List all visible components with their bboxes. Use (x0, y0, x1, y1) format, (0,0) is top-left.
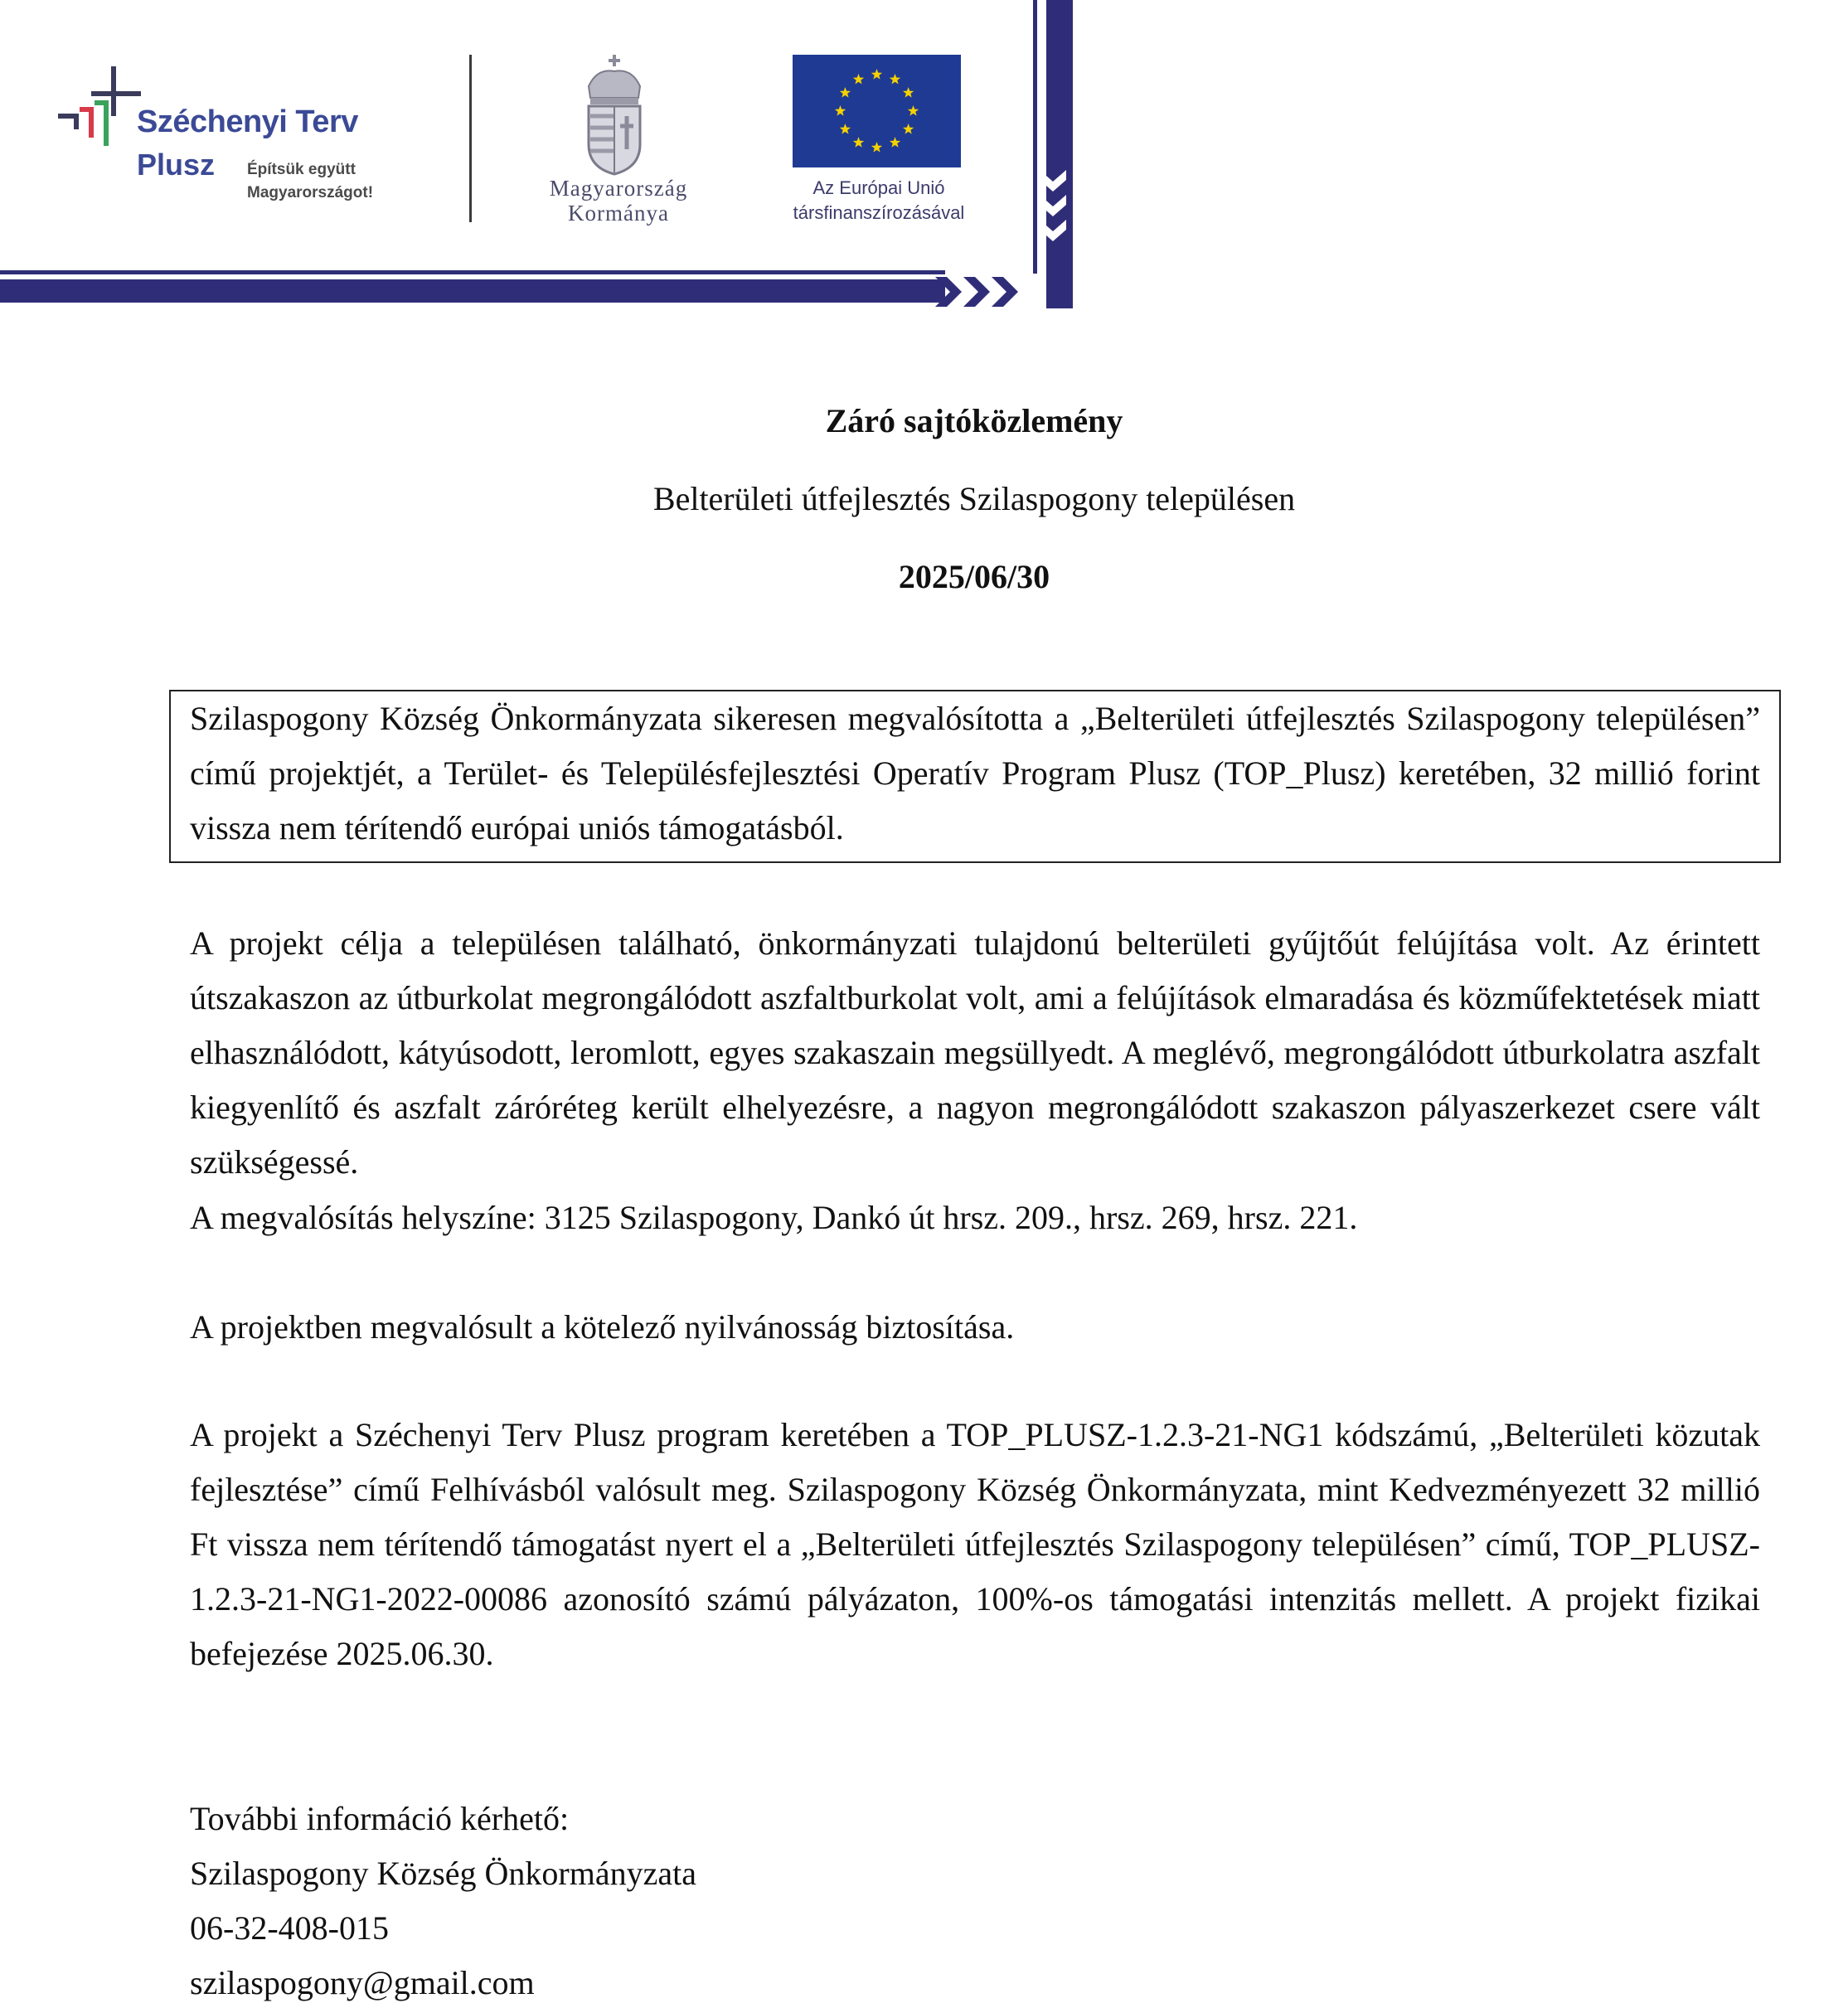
summary-text: Szilaspogony Község Önkormányzata sikeresen megvalósította a „Belterületi útfejlesztés Szilaspogony településen” című projektjét, a Terület- és Településfejlesztési Operatív Program Plusz (TOP_Plusz) keretében, 32 millió forint vissza nem térítendő európai uniós támogatásból. (190, 700, 1760, 846)
szechenyi-logo-plus: Plusz (137, 148, 216, 182)
logo-divider (469, 55, 472, 222)
document-title: Záró sajtóközlemény (825, 402, 1123, 439)
coat-of-arms-icon (580, 53, 648, 176)
banner-bottom-bar (0, 279, 945, 303)
document-subtitle: Belterületi útfejlesztés Szilaspogony településen (652, 480, 1296, 517)
paragraph-publicity: A projektben megvalósult a kötelező nyilvánosság biztosítása. (190, 1308, 1015, 1346)
contact-heading: További információ kérhető: (190, 1800, 570, 1837)
szechenyi-tagline-1: Építsük együtt (247, 161, 356, 178)
header-banner (0, 0, 1074, 308)
paragraph-funding: A projekt a Széchenyi Terv Plusz program keretében a TOP_PLUSZ-1.2.3-21-NG1 kódszámú, „Belterületi közutak fejlesztése” című Felhívásból valósult meg. Szilaspogony Község Önkormányzata, mint Kedvezményezett 32 millió Ft vissza nem térítendő támogatást nyert el a „Belterületi útfejlesztés Szilaspogony településen” című, TOP_PLUSZ-1.2.3-21-NG1-2022-00086 azonosító számú pályázaton, 100%-os támogatási intenzitás mellett. A projekt fizikai befejezése 2025.06.30. (190, 1416, 1760, 1672)
contact-organization: Szilaspogony Község Önkormányzata (190, 1855, 696, 1892)
contact-email: szilaspogony@gmail.com (190, 1964, 535, 2001)
contact-phone: 06-32-408-015 (190, 1909, 389, 1947)
chevrons-right-icon (935, 277, 1026, 307)
banner-right-bar (1046, 0, 1073, 308)
eu-flag-icon (793, 55, 961, 167)
paragraph-project-goal: A projekt célja a településen található, önkormányzati tulajdonú belterületi gyűjtőút felújítása volt. Az érintett útszakaszon az útburkolat megrongálódott aszfaltburkolat volt, ami a felújítások elmaradása és közműfektetések miatt elhasználódott, kátyúsodott, leromlott, egyes szakaszain megsüllyedt. A meglévő, megrongálódott útburkolatra aszfalt kiegyenlítő és aszfalt záróréteg került elhelyezésre, a nagyon megrongálódott szakaszon pályaszerkezet csere vált szükségessé. (190, 924, 1760, 1181)
eu-logo-line-2: társfinanszírozásával (793, 202, 965, 223)
document-date: 2025/06/30 (898, 558, 1050, 595)
banner-right-line (1033, 0, 1037, 274)
paragraph-location: A megvalósítás helyszíne: 3125 Szilaspogony, Dankó út hrsz. 209., hrsz. 269, hrsz. 221. (190, 1199, 1358, 1236)
szechenyi-tagline-2: Magyarországot! (247, 184, 374, 201)
banner-bottom-line (0, 270, 945, 274)
eu-logo-line-1: Az Európai Unió (812, 177, 945, 198)
chevrons-down-icon (1040, 170, 1066, 245)
government-logo-line-1: Magyarország (549, 176, 688, 201)
szechenyi-logo-title: Széchenyi Terv (137, 104, 358, 139)
szechenyi-logo-mark-icon (51, 66, 144, 159)
government-logo-line-2: Kormánya (568, 201, 669, 226)
